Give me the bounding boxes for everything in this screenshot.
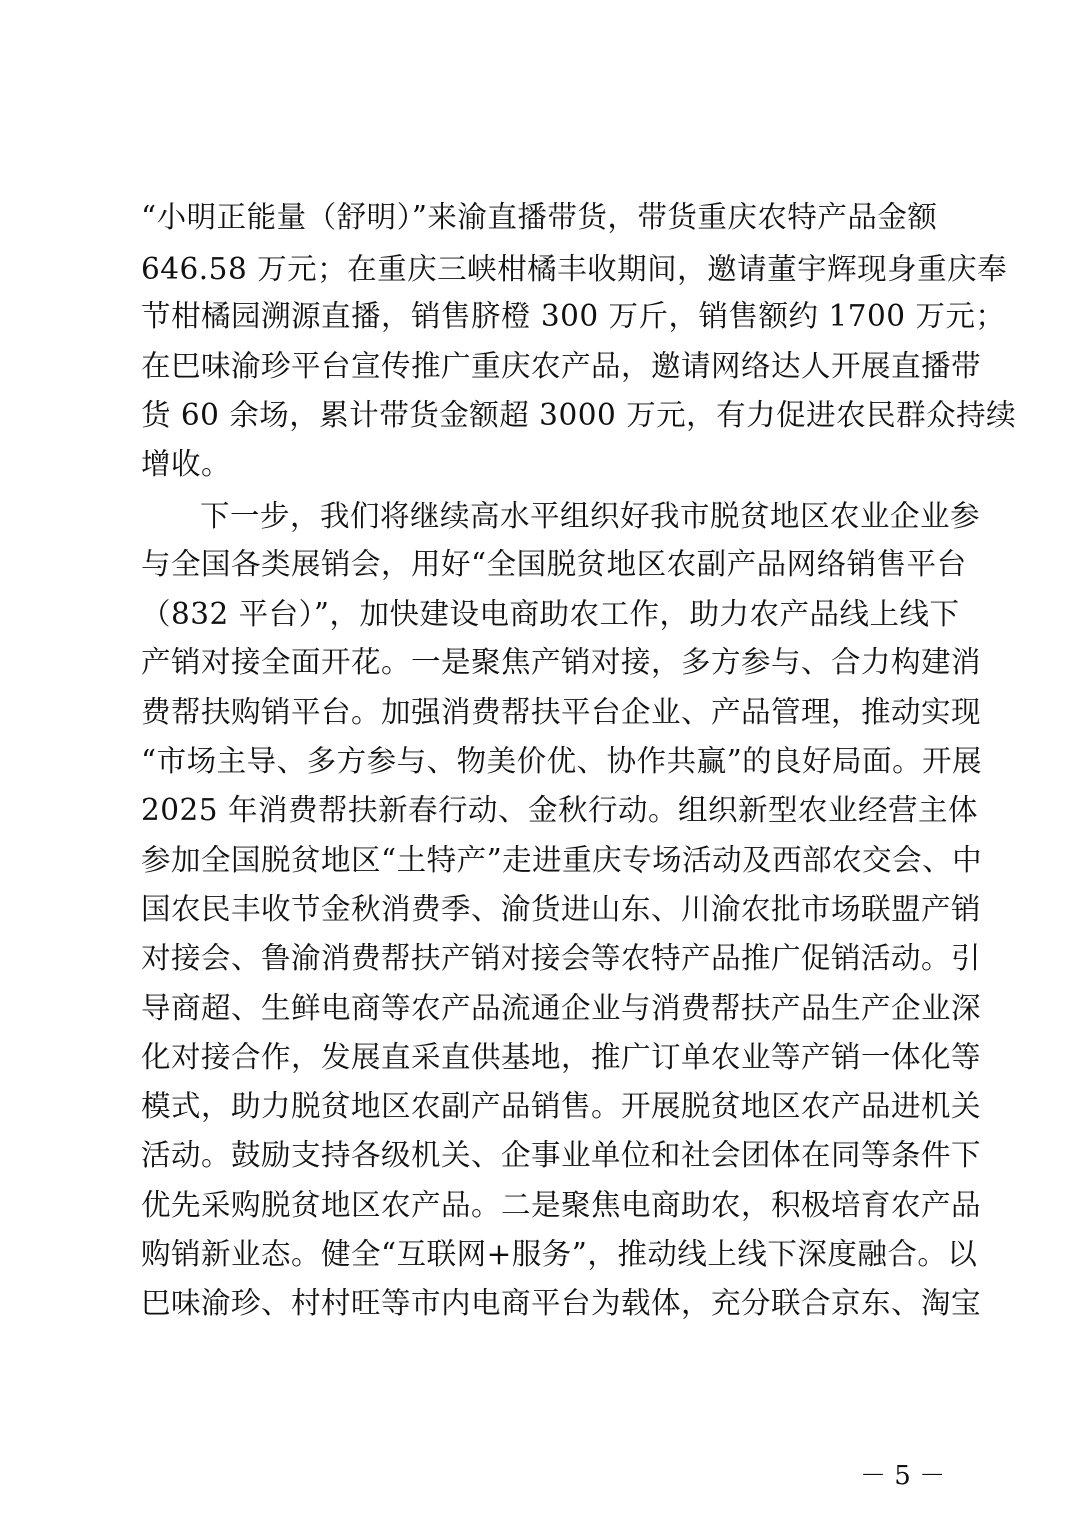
paragraph-1-line-2: 646.58 万元；在重庆三峡柑橘丰收期间，邀请董宇辉现身重庆奉 [141, 252, 1008, 286]
paragraph-2-line-14: 活动。鼓励支持各级机关、企事业单位和社会团体在同等条件下 [141, 1138, 982, 1172]
paragraph-2-line-15: 优先采购脱贫地区农产品。二是聚焦电商助农，积极培育农产品 [141, 1188, 982, 1222]
paragraph-2-line-6: “市场主导、多方参与、物美价优、协作共赢”的良好局面。开展 [141, 744, 983, 778]
paragraph-2-line-11: 导商超、生鲜电商等农产品流通企业与消费帮扶产品生产企业深 [141, 991, 982, 1025]
paragraph-2-line-16: 购销新业态。健全“互联网+服务”，推动线上线下深度融合。以 [141, 1237, 978, 1271]
paragraph-2-line-12: 化对接合作，发展直采直供基地，推广订单农业等产销一体化等 [141, 1040, 982, 1074]
paragraph-2-line-10: 对接会、鲁渝消费帮扶产销对接会等农特产品推广促销活动。引 [141, 941, 982, 975]
paragraph-1-line-3: 节柑橘园溯源直播，销售脐橙 300 万斤，销售额约 1700 万元； [141, 299, 1006, 333]
paragraph-2-line-1: 下一步，我们将继续高水平组织好我市脱贫地区农业企业参 [200, 499, 981, 533]
page-number: － 5 － [860, 1461, 946, 1491]
paragraph-1-line-4: 在巴味渝珍平台宣传推广重庆农产品，邀请网络达人开展直播带 [141, 349, 982, 383]
paragraph-2-line-5: 费帮扶购销平台。加强消费帮扶平台企业、产品管理，推动实现 [141, 695, 982, 729]
paragraph-2-line-7: 2025 年消费帮扶新春行动、金秋行动。组织新型农业经营主体 [141, 793, 978, 827]
paragraph-2-line-8: 参加全国脱贫地区“土特产”走进重庆专场活动及西部农交会、中 [141, 843, 983, 877]
paragraph-1-line-5: 货 60 余场，累计带货金额超 3000 万元，有力促进农民群众持续 [141, 398, 1017, 432]
paragraph-2-line-9: 国农民丰收节金秋消费季、渝货进山东、川渝农批市场联盟产销 [141, 892, 982, 926]
paragraph-2-line-17: 巴味渝珍、村村旺等市内电商平台为载体，充分联合京东、淘宝 [141, 1286, 982, 1320]
paragraph-2-line-3: （832 平台）”，加快建设电商助农工作，助力农产品线上线下 [141, 597, 960, 631]
paragraph-1-line-6: 增收。 [141, 447, 232, 481]
paragraph-2-line-4: 产销对接全面开花。一是聚焦产销对接，多方参与、合力构建消 [141, 645, 982, 679]
paragraph-2-line-13: 模式，助力脱贫地区农副产品销售。开展脱贫地区农产品进机关 [141, 1089, 982, 1123]
paragraph-1-line-1: “小明正能量（舒明）”来渝直播带货，带货重庆农特产品金额 [141, 200, 938, 234]
paragraph-2-line-2: 与全国各类展销会，用好“全国脱贫地区农副产品网络销售平台 [141, 547, 967, 581]
